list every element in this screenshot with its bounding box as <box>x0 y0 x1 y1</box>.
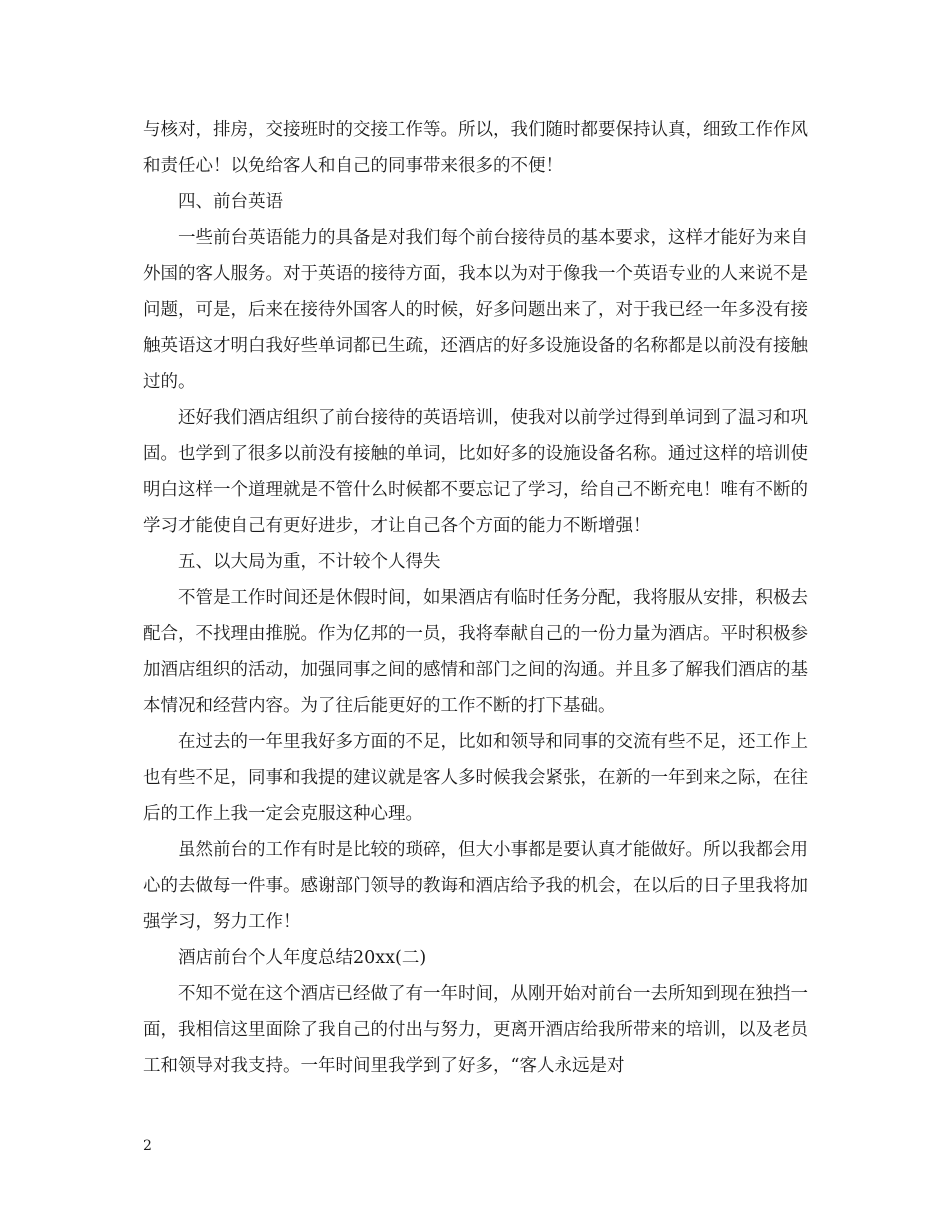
paragraph-continuation: 与核对，排房，交接班时的交接工作等。所以，我们随时都要保持认真，细致工作作风和责任心！以免给客人和自己的同事带来很多的不便！ <box>143 120 808 176</box>
document-subtitle: 酒店前台个人年度总结20xx(二) <box>178 948 427 968</box>
document-body <box>143 112 808 1084</box>
paragraph: 一些前台英语能力的具备是对我们每个前台接待员的基本要求，这样才能好为来自外国的客人服务。对于英语的接待方面，我本以为对于像我一个英语专业的人来说不是问题，可是，后来在接待外国客人的时候，好多问题出来了，对于我已经一年多没有接触英语这才明白我好些单词都已生疏，还酒店的好多设施设备的名称都是以前没有接触过的。 <box>143 228 808 392</box>
section-heading-four: 四、前台英语 <box>178 192 283 212</box>
section-heading-five: 五、以大局为重，不计较个人得失 <box>178 552 441 572</box>
page-number: 2 <box>143 1138 152 1154</box>
paragraph: 不管是工作时间还是休假时间，如果酒店有临时任务分配，我将服从安排，积极去配合，不找理由推脱。作为亿邦的一员，我将奉献自己的一份力量为酒店。平时积极参加酒店组织的活动，加强同事之间的感情和部门之间的沟通。并且多了解我们酒店的基本情况和经营内容。为了往后能更好的工作不断的打下基础。 <box>143 588 808 716</box>
paragraph: 虽然前台的工作有时是比较的琐碎，但大小事都是要认真才能做好。所以我都会用心的去做每一件事。感谢部门领导的教诲和酒店给予我的机会，在以后的日子里我将加强学习，努力工作！ <box>143 840 808 932</box>
paragraph: 在过去的一年里我好多方面的不足，比如和领导和同事的交流有些不足，还工作上也有些不足，同事和我提的建议就是客人多时候我会紧张，在新的一年到来之际，在往后的工作上我一定会克服这种心理。 <box>143 732 808 824</box>
paragraph: 还好我们酒店组织了前台接待的英语培训，使我对以前学过得到单词到了温习和巩固。也学到了很多以前没有接触的单词，比如好多的设施设备名称。通过这样的培训使明白这样一个道理就是不管什么时候都不要忘记了学习，给自己不断充电！唯有不断的学习才能使自己有更好进步，才让自己各个方面的能力不断增强！ <box>143 408 808 536</box>
paragraph: 不知不觉在这个酒店已经做了有一年时间，从刚开始对前台一去所知到现在独挡一面，我相信这里面除了我自己的付出与努力，更离开酒店给我所带来的培训，以及老员工和领导对我支持。一年时间里我学到了好多，“客人永远是对 <box>143 984 808 1076</box>
